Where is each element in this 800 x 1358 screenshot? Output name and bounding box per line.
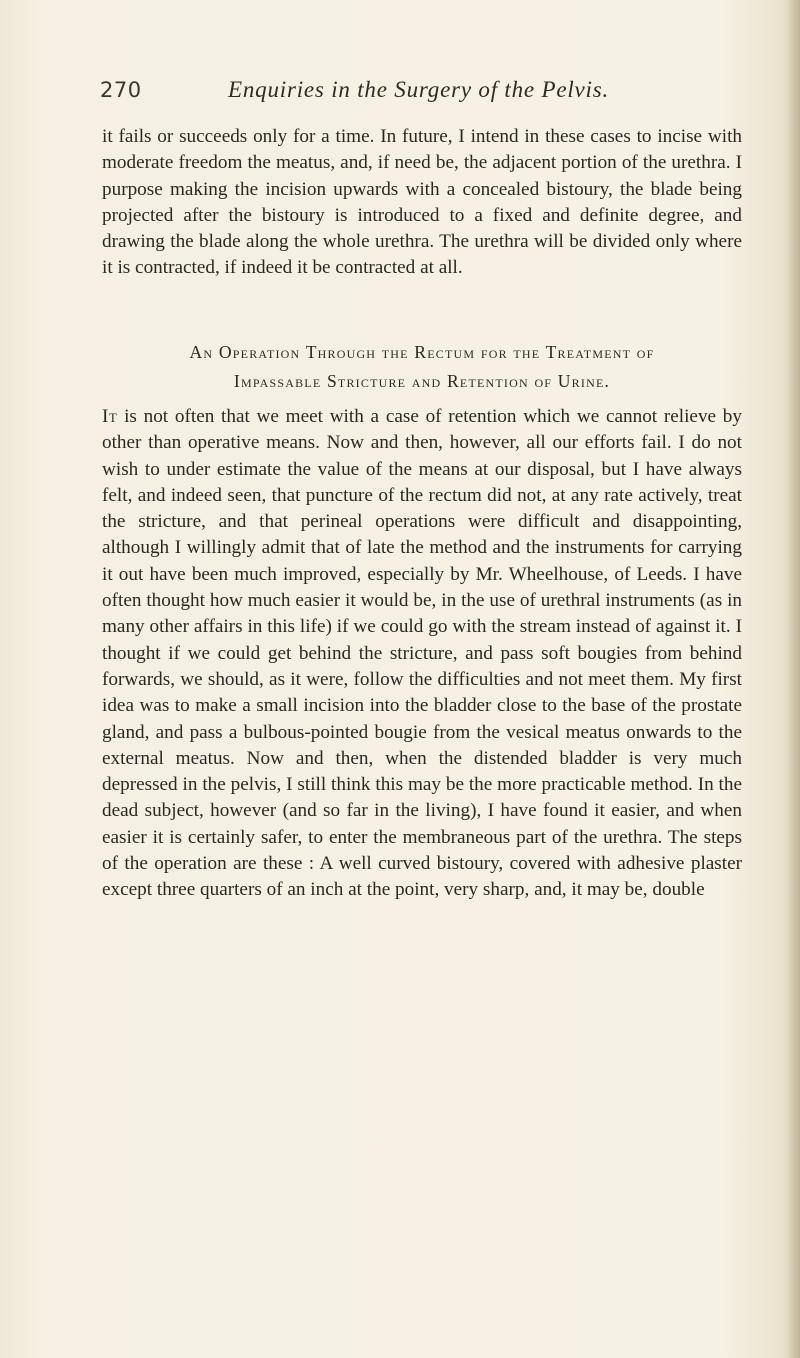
page-header [100,78,740,112]
body-paragraph-1: it fails or succeeds only for a time. In future, I intend in these cases to incise with moderate freedom the meatus, and, if need be, the adjacent portion of the urethra. I purpose making the incision upwards with a concealed bistoury, the blade being projected after the bistoury is introduced to a fixed and definite degree, and drawing the blade along the whole urethra. The urethra will be divided only where it is contracted, if indeed it be contracted at all. [102,126,742,279]
section-heading-line-2: Impassable Stricture and Retention of Urine. [233,371,611,391]
section-heading-line-1: An Operation Through the Rectum for the Treatment of [189,342,655,362]
body-paragraph-2 [102,404,742,904]
section-heading [102,338,742,396]
paragraph-2-text: is not often that we meet with a case of retention which we cannot relieve by other than operative means. Now and then, however, all our efforts fail. I do not wish to under estimate the value of the means at our disposal, but I have always felt, and indeed seen, that puncture of the rectum did not, at any rate actively, treat the stricture, and that perineal operations were difficult and disappointing, although I willingly admit that of late the method and the instruments for carrying it out have been much improved, especially by Mr. Wheelhouse, of Leeds. I have often thought how much easier it would be, in the use of urethral instruments (as in many other affairs in this life) if we could go with the stream instead of against it. I thought if we could get behind the stricture, and pass soft bougies from behind forwards, we should, as it were, follow the difficulties and not meet them. My first idea was to make a small incision into the bladder close to the base of the prostate gland, and pass a bulbous-pointed bougie from the vesical meatus onwards to the external meatus. Now and then, when the distended bladder is very much depressed in the pelvis, I still think this may be the more practicable method. In the dead subject, however (and so far in the living), I have found it easier, and when easier it is certainly safer, to enter the membraneous part of the urethra. The steps of the operation are these : A well curved bistoury, covered with adhesive plaster except three quarters of an inch at the point, very sharp, and, it may be, double [102,406,742,901]
running-title: Enquiries in the Surgery of the Pelvis. [228,77,610,102]
page-edge-shadow [786,0,800,1358]
paragraph-lead-word: It [102,406,118,427]
page-number: 270 [100,78,142,102]
